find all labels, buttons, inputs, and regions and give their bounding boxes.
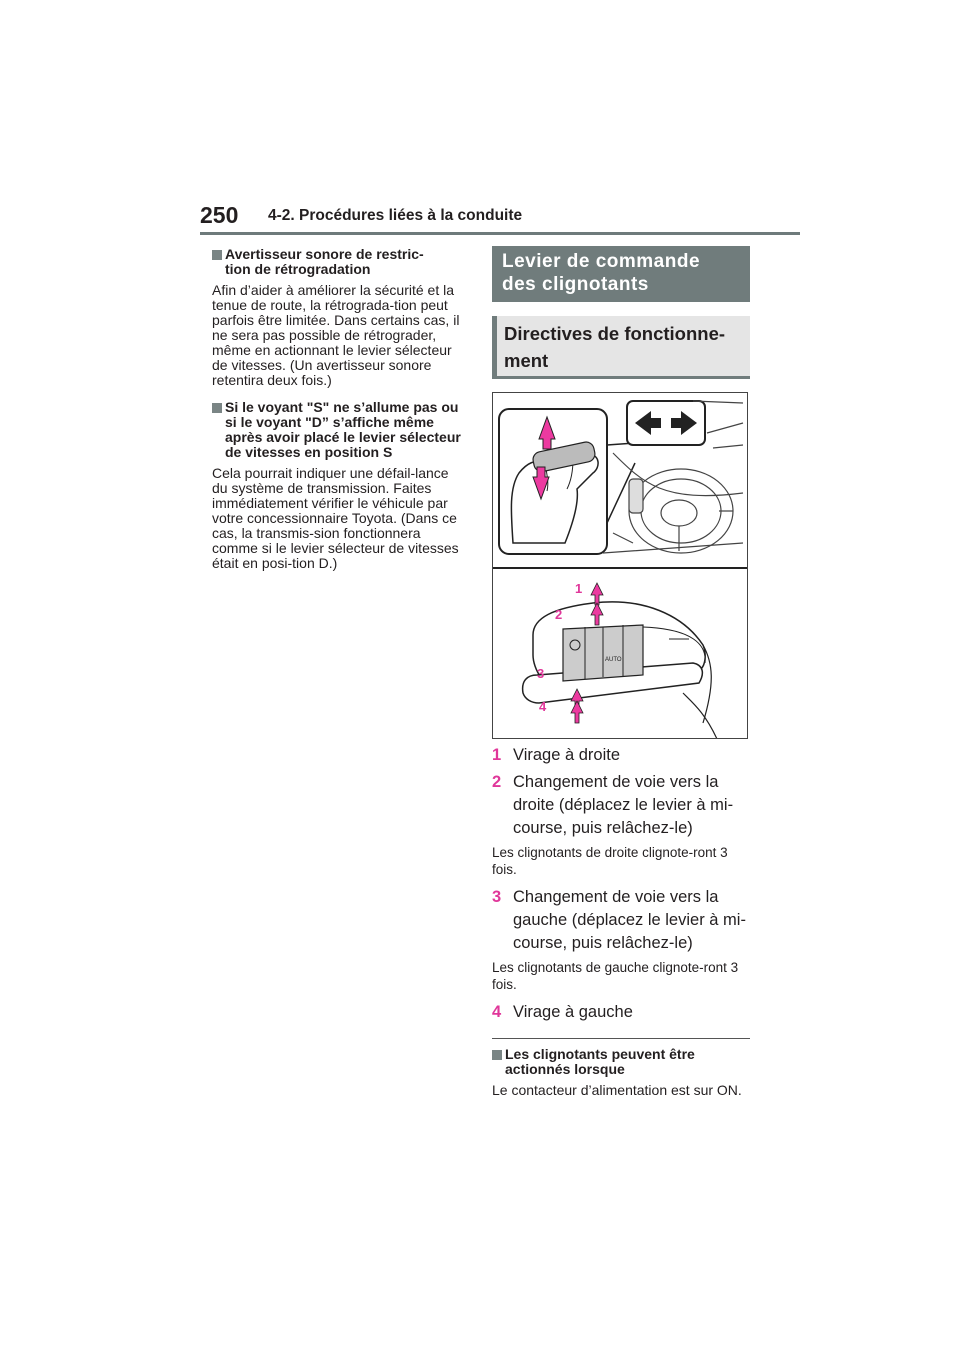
step-note: Les clignotants de gauche clignote-ront 3 fois. xyxy=(492,960,739,992)
turn-signal-lever-illustration xyxy=(492,392,748,739)
band-subtitle-text: Directives de fonctionne-ment xyxy=(504,323,726,371)
lever-diagram xyxy=(493,393,748,739)
band-accent xyxy=(492,316,497,379)
step-number: 2 xyxy=(492,773,502,791)
lever-closeup xyxy=(523,583,717,739)
callout-2: 2 xyxy=(555,607,563,622)
page-number: 250 xyxy=(200,202,239,228)
step-item xyxy=(492,1001,750,1024)
step-item xyxy=(492,771,750,840)
subheading-text: Avertisseur sonore de restric- tion de rétrogradation xyxy=(225,246,424,277)
header-rule xyxy=(200,232,800,235)
step-number: 1 xyxy=(492,746,502,764)
square-bullet-icon xyxy=(492,1050,502,1060)
step-number: 3 xyxy=(492,888,502,906)
step-item xyxy=(492,744,750,767)
divider xyxy=(492,1038,750,1039)
callout-1: 1 xyxy=(575,581,583,596)
callout-3: 3 xyxy=(537,666,545,681)
left-right-arrows-icon xyxy=(627,401,705,445)
page-header xyxy=(200,202,800,236)
step-text: Changement de voie vers la gauche (déplacez le levier à mi-course, puis relâchez-le) xyxy=(513,888,746,952)
subheading-s-indicator xyxy=(212,400,467,460)
step-note: Les clignotants de droite clignote-ront 3 fois. xyxy=(492,845,728,877)
left-column xyxy=(212,247,467,583)
step-number: 4 xyxy=(492,1003,502,1021)
paragraph-downshift: Afin d’aider à améliorer la sécurité et la tenue de route, la rétrograda-tion peut parfois être limitée. Dans certains cas, il ne sera pas possible de rétrograder, même en actionnant le levier sélecteur de vitesses. (Un avertisseur sonore retentira deux fois.) xyxy=(212,282,460,388)
auto-mark: AUTO xyxy=(605,657,622,663)
right-column xyxy=(492,246,750,1110)
subheading-text: Les clignotants peuvent être actionnés lorsque xyxy=(505,1046,695,1077)
section-band-subtitle xyxy=(492,316,750,379)
step-text: Virage à droite xyxy=(513,746,621,764)
subheading-activation xyxy=(492,1047,750,1077)
square-bullet-icon xyxy=(212,250,222,260)
step-text: Virage à gauche xyxy=(513,1003,633,1021)
step-item xyxy=(492,886,750,955)
subheading-text: Si le voyant "S" ne s’allume pas ou si le voyant "D” s’affiche même après avoir placé le levier sélecteur de vitesses en position S xyxy=(225,399,461,460)
callout-4: 4 xyxy=(539,699,547,714)
subheading-downshift-buzzer xyxy=(212,247,467,277)
paragraph-transmission: Cela pourrait indiquer une défail-lance du système de transmission. Faites immédiatement vérifier le véhicule par votre concessionnaire Toyota. (Dans ce cas, la transmis-sion fonctionnera comme si le levier sélecteur de vitesses était en posi-tion D.) xyxy=(212,465,459,571)
steps-list xyxy=(492,744,750,1024)
paragraph-activation: Le contacteur d’alimentation est sur ON. xyxy=(492,1082,742,1098)
square-bullet-icon xyxy=(212,403,222,413)
section-title: 4-2. Procédures liées à la conduite xyxy=(268,207,523,224)
hand-on-lever-inset xyxy=(499,409,607,554)
step-text: Changement de voie vers la droite (déplacez le levier à mi-course, puis relâchez-le) xyxy=(513,773,734,837)
section-band-title: Levier de commande des clignotants xyxy=(492,246,750,302)
